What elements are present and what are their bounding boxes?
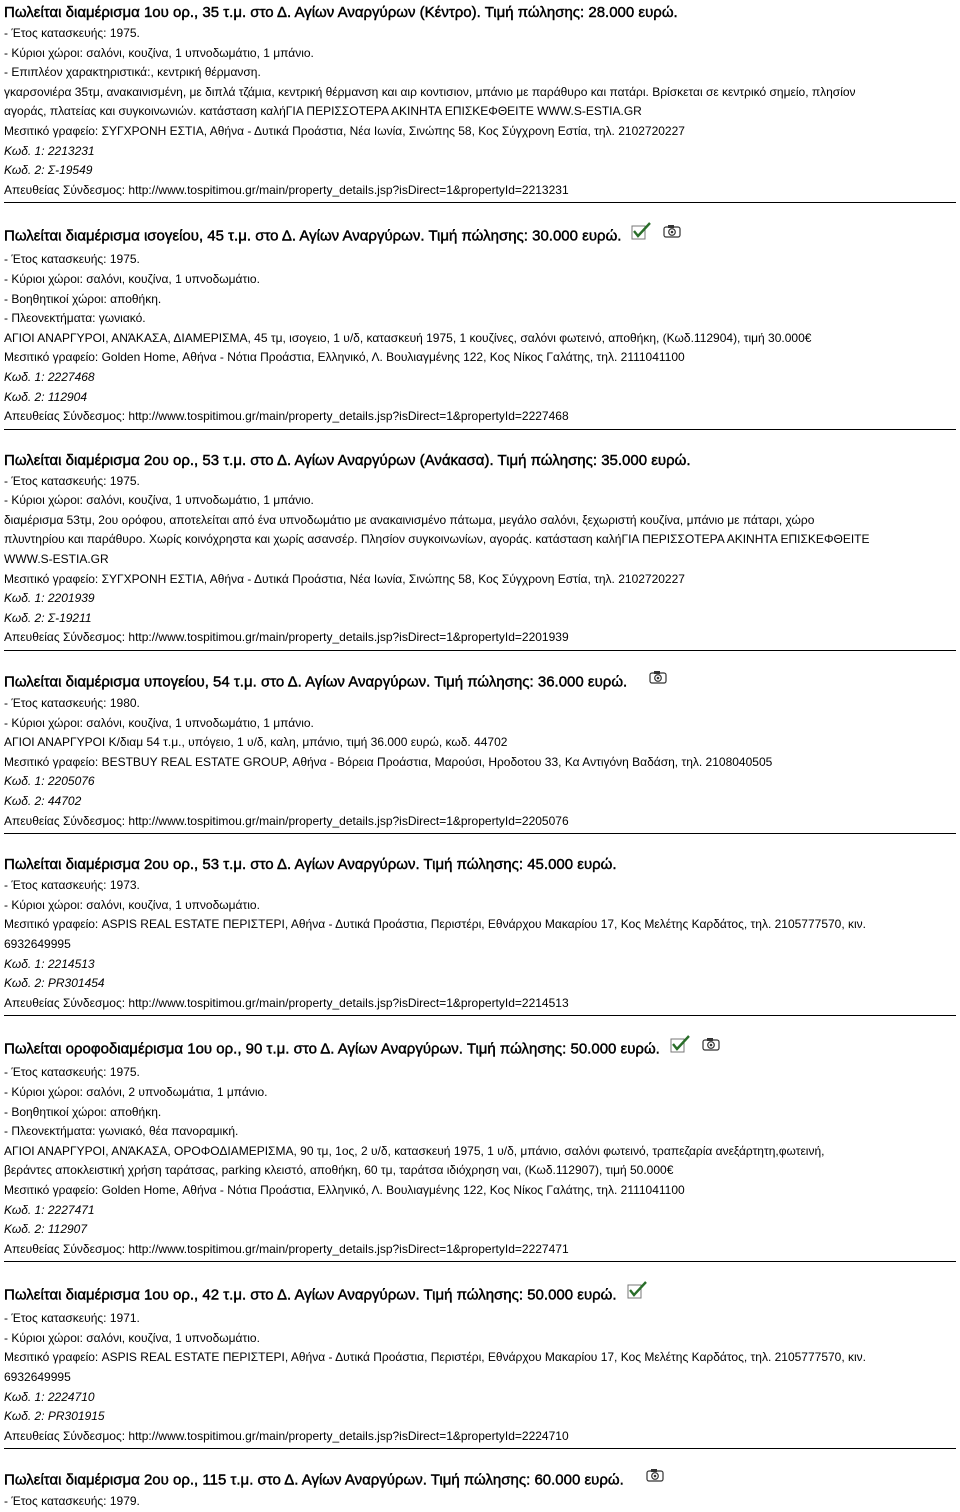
direct-link[interactable]: Απευθείας Σύνδεσμος: http://www.tospitimou.gr/main/property_details.jsp?isDirect=1&propertyId=2227471 bbox=[4, 1241, 569, 1256]
listing-line: - Βοηθητικοί χώροι: αποθήκη. bbox=[4, 1104, 162, 1119]
code-1: Κωδ. 1: 2214513 bbox=[4, 956, 95, 971]
listing-title: Πωλείται διαμέρισμα 2ου ορ., 53 τ.μ. στο Δ. Αγίων Αναργύρων (Ανάκασα). Τιμή πώλησης: 35.000 ευρώ. bbox=[4, 451, 691, 469]
listing-line: - Κύριοι χώροι: σαλόνι, 2 υπνοδωμάτια, 1 μπάνιο. bbox=[4, 1084, 268, 1099]
code-2: Κωδ. 2: Σ-19211 bbox=[4, 610, 92, 625]
agency-info: Μεσιτικό γραφείο: ΣΥΓΧΡΟΝΗ ΕΣΤΙΑ, Αθήνα - Δυτικά Προάστια, Νέα Ιωνία, Σινώπης 58, Κος Σύγχρονη Εστία, τηλ. 2102720227 bbox=[4, 571, 685, 586]
listing-line: - Κύριοι χώροι: σαλόνι, κουζίνα, 1 υπνοδωμάτιο, 1 μπάνιο. bbox=[4, 715, 314, 730]
listing-title: Πωλείται διαμέρισμα 1ου ορ., 35 τ.μ. στο Δ. Αγίων Αναργύρων (Κέντρο). Τιμή πώλησης: 28.000 ευρώ. bbox=[4, 4, 678, 21]
listing-line: - Έτος κατασκευής: 1975. bbox=[4, 26, 140, 40]
listing-line: - Έτος κατασκευής: 1971. bbox=[4, 1311, 140, 1326]
listing-title-row bbox=[4, 1031, 956, 1063]
code-1: Κωδ. 1: 2227468 bbox=[4, 369, 95, 384]
camera-icon bbox=[663, 224, 681, 243]
direct-link[interactable]: Απευθείας Σύνδεσμος: http://www.tospitimou.gr/main/property_details.jsp?isDirect=1&propertyId=2227468 bbox=[4, 409, 569, 424]
camera-icon bbox=[702, 1037, 720, 1056]
agency-info: Μεσιτικό γραφείο: Golden Home, Αθήνα - Νότια Προάστια, Ελληνικό, Λ. Βουλιαγμένης 122, Κος Νίκος Γαλάτης, τηλ. 2111041100 bbox=[4, 1182, 685, 1197]
listing bbox=[4, 1031, 956, 1262]
camera-icon bbox=[646, 1468, 664, 1487]
code-1: Κωδ. 1: 2205076 bbox=[4, 774, 95, 789]
agency-info: Μεσιτικό γραφείο: ASPIS REAL ESTATE ΠΕΡΙΣΤΕΡΙ, Αθήνα - Δυτικά Προάστια, Περιστέρι, Εθνάρχου Μακαρίου 17, Κος Μελέτης Καρδάτος, τηλ. 2105777570, κιν. bbox=[4, 1350, 867, 1365]
code-2: Κωδ. 2: 112907 bbox=[4, 1222, 88, 1237]
listing-title-row bbox=[4, 666, 956, 694]
checkbox-icon bbox=[627, 1281, 649, 1304]
code-1: Κωδ. 1: 2224710 bbox=[4, 1389, 95, 1404]
listings-document bbox=[4, 0, 956, 1512]
listing-line: - Έτος κατασκευής: 1973. bbox=[4, 878, 140, 893]
listing-line: - Κύριοι χώροι: σαλόνι, κουζίνα, 1 υπνοδωμάτιο. bbox=[4, 897, 260, 912]
listing-title: Πωλείται διαμέρισμα 2ου ορ., 53 τ.μ. στο Δ. Αγίων Αναργύρων. Τιμή πώλησης: 45.000 ευρώ. bbox=[4, 856, 617, 874]
listing-line: - Πλεονεκτήματα: γωνιακό. bbox=[4, 311, 146, 326]
listing-title-row bbox=[4, 1464, 956, 1492]
agency-info: Μεσιτικό γραφείο: ASPIS REAL ESTATE ΠΕΡΙΣΤΕΡΙ, Αθήνα - Δυτικά Προάστια, Περιστέρι, Εθνάρχου Μακαρίου 17, Κος Μελέτης Καρδάτος, τηλ. 2105777570, κιν. bbox=[4, 917, 867, 932]
code-1: Κωδ. 1: 2227471 bbox=[4, 1202, 95, 1217]
agency-info: Μεσιτικό γραφείο: BESTBUY REAL ESTATE GROUP, Αθήνα - Βόρεια Προάστια, Μαρούσι, Ηροδοτου 33, Κα Αντιγόνη Βαδάση, τηλ. 2108040505 bbox=[4, 754, 773, 769]
code-1: Κωδ. 1: 2213231 bbox=[4, 143, 95, 158]
listing-description: διαμέρισμα 53τμ, 2ου ορόφου, αποτελείται από ένα υπνοδωμάτιο με ανακαινισμένο πάτωμα, μεγάλο σαλόνι, ξεχωριστή κουζίνα, μπάνιο με πάταρι, χώρο bbox=[4, 512, 815, 527]
listing-title: Πωλείται διαμέρισμα υπογείου, 54 τ.μ. στο Δ. Αγίων Αναργύρων. Τιμή πώλησης: 36.000 ευρώ. bbox=[4, 673, 628, 691]
code-2: Κωδ. 2: PR301454 bbox=[4, 976, 105, 991]
checkbox-icon bbox=[670, 1035, 692, 1058]
listing-title-row bbox=[4, 218, 956, 250]
listing-title: Πωλείται διαμέρισμα ισογείου, 45 τ.μ. στο Δ. Αγίων Αναργύρων. Τιμή πώλησης: 30.000 ευρώ. bbox=[4, 227, 622, 245]
listing-line: - Έτος κατασκευής: 1975. bbox=[4, 252, 140, 267]
listing-description: βεράντες αποκλειστική χρήση ταράτσας, parking κλειστό, αποθήκη, 60 τμ, ταράτσα ιδιόχρηση ναι, (Κωδ.112907), τιμή 50.000€ bbox=[4, 1163, 674, 1178]
listing-description: ΑΓΙΟΙ ΑΝΑΡΓΥΡΟΙ, ΑΝΆΚΑΣΑ, ΔΙΑΜΕΡΙΣΜΑ, 45 τμ, ισογειο, 1 υ/δ, κατασκευή 1975, 1 κουζίνες, σαλόνι φωτεινό, αποθήκη, (Κωδ.112904), τιμή 30.000€ bbox=[4, 330, 812, 345]
listing bbox=[4, 445, 956, 651]
camera-icon bbox=[649, 670, 667, 689]
code-2: Κωδ. 2: 112904 bbox=[4, 389, 88, 404]
listing-line: - Βοηθητικοί χώροι: αποθήκη. bbox=[4, 291, 162, 306]
code-1: Κωδ. 1: 2201939 bbox=[4, 591, 95, 606]
agency-info: Μεσιτικό γραφείο: ΣΥΓΧΡΟΝΗ ΕΣΤΙΑ, Αθήνα - Δυτικά Προάστια, Νέα Ιωνία, Σινώπης 58, Κος Σύγχρονη Εστία, τηλ. 2102720227 bbox=[4, 123, 685, 138]
listing bbox=[4, 218, 956, 429]
listing-description: γκαρσονιέρα 35τμ, ανακαινισμένη, με διπλά τζάμια, κεντρική θέρμανση και αιρ κοντισιον, μπάνιο με παράθυρο και πατάρι. Βρίσκεται σε κεντρικό σημείο, πλησίον bbox=[4, 84, 856, 99]
listing bbox=[4, 1277, 956, 1449]
agency-info: Μεσιτικό γραφείο: Golden Home, Αθήνα - Νότια Προάστια, Ελληνικό, Λ. Βουλιαγμένης 122, Κος Νίκος Γαλάτης, τηλ. 2111041100 bbox=[4, 350, 685, 365]
listing-title-row bbox=[4, 1277, 956, 1309]
agency-info: 6932649995 bbox=[4, 1370, 71, 1385]
listing bbox=[4, 1464, 956, 1512]
direct-link[interactable]: Απευθείας Σύνδεσμος: http://www.tospitimou.gr/main/property_details.jsp?isDirect=1&propertyId=2224710 bbox=[4, 1428, 569, 1443]
listing-line: - Κύριοι χώροι: σαλόνι, κουζίνα, 1 υπνοδωμάτιο. bbox=[4, 271, 260, 286]
listing-description: πλυντηρίου και παράθυρο. Χωρίς κοινόχρηστα και χωρίς ασανσέρ. Πλησίον συγκοινωνίων, αγοράς. κατάσταση καλήΓΙΑ ΠΕΡΙΣΣΟΤΕΡΑ ΑΚΙΝΗΤΑ ΕΠΙΣΚΕΦΘΕΙΤΕ bbox=[4, 532, 870, 547]
listing-line: - Πλεονεκτήματα: γωνιακό, θέα πανοραμική. bbox=[4, 1124, 239, 1139]
listing-description: αγοράς, πλατείας και συγκοινωνιών. κατάσταση καλήΓΙΑ ΠΕΡΙΣΣΟΤΕΡΑ ΑΚΙΝΗΤΑ ΕΠΙΣΚΕΦΘΕΙΤΕ WWW.S-ESTIA.GR bbox=[4, 104, 642, 119]
listing-title: Πωλείται οροφοδιαμέρισμα 1ου ορ., 90 τ.μ. στο Δ. Αγίων Αναργύρων. Τιμή πώλησης: 50.000 ευρώ. bbox=[4, 1040, 660, 1058]
listing-line: - Κύριοι χώροι: σαλόνι, κουζίνα, 1 υπνοδωμάτιο, 1 μπάνιο. bbox=[4, 45, 314, 60]
listing bbox=[4, 0, 956, 203]
checkbox-icon bbox=[631, 222, 653, 245]
direct-link[interactable]: Απευθείας Σύνδεσμος: http://www.tospitimou.gr/main/property_details.jsp?isDirect=1&propertyId=2214513 bbox=[4, 995, 569, 1010]
listing-description: WWW.S-ESTIA.GR bbox=[4, 552, 109, 567]
listing bbox=[4, 666, 956, 834]
listing-title: Πωλείται διαμέρισμα 2ου ορ., 115 τ.μ. στο Δ. Αγίων Αναργύρων. Τιμή πώλησης: 60.000 ευρώ. bbox=[4, 1471, 624, 1489]
direct-link[interactable]: Απευθείας Σύνδεσμος: http://www.tospitimou.gr/main/property_details.jsp?isDirect=1&propertyId=2201939 bbox=[4, 630, 569, 645]
listing-line: - Επιπλέον χαρακτηριστικά:, κεντρική θέρμανση. bbox=[4, 65, 261, 80]
listing-description: ΑΓΙΟΙ ΑΝΑΡΓΥΡΟΙ, ΑΝΆΚΑΣΑ, ΟΡΟΦΟΔΙΑΜΕΡΙΣΜΑ, 90 τμ, 1ος, 2 υ/δ, κατασκευή 1975, 1 υ/δ, μπάνιο, σαλόνι φωτεινό, τραπεζαρία ανεξάρτητη,φωτεινή, bbox=[4, 1143, 825, 1158]
code-2: Κωδ. 2: PR301915 bbox=[4, 1409, 105, 1424]
direct-link[interactable]: Απευθείας Σύνδεσμος: http://www.tospitimou.gr/main/property_details.jsp?isDirect=1&propertyId=2205076 bbox=[4, 813, 569, 828]
listing-line: - Έτος κατασκευής: 1980. bbox=[4, 696, 140, 711]
listing-line: - Κύριοι χώροι: σαλόνι, κουζίνα, 1 υπνοδωμάτιο, 1 μπάνιο. bbox=[4, 493, 314, 508]
listing-description: ΑΓΙΟΙ ΑΝΑΡΓΥΡΟΙ Κ/διαμ 54 τ.μ., υπόγειο, 1 υ/δ, καλη, μπάνιο, τιμή 36.000 ευρώ, κωδ. 44702 bbox=[4, 735, 508, 750]
code-2: Κωδ. 2: Σ-19549 bbox=[4, 163, 93, 178]
listing-line: - Έτος κατασκευής: 1975. bbox=[4, 1065, 140, 1080]
agency-info: 6932649995 bbox=[4, 936, 71, 951]
direct-link[interactable]: Απευθείας Σύνδεσμος: http://www.tospitimou.gr/main/property_details.jsp?isDirect=1&propertyId=2213231 bbox=[4, 182, 569, 197]
listing-title: Πωλείται διαμέρισμα 1ου ορ., 42 τ.μ. στο Δ. Αγίων Αναργύρων. Τιμή πώλησης: 50.000 ευρώ. bbox=[4, 1286, 617, 1304]
listing bbox=[4, 849, 956, 1016]
listing-line: - Έτος κατασκευής: 1975. bbox=[4, 473, 140, 488]
listing-line: - Έτος κατασκευής: 1979. bbox=[4, 1494, 140, 1509]
listing-line: - Κύριοι χώροι: σαλόνι, κουζίνα, 1 υπνοδωμάτιο. bbox=[4, 1330, 260, 1345]
code-2: Κωδ. 2: 44702 bbox=[4, 794, 82, 808]
